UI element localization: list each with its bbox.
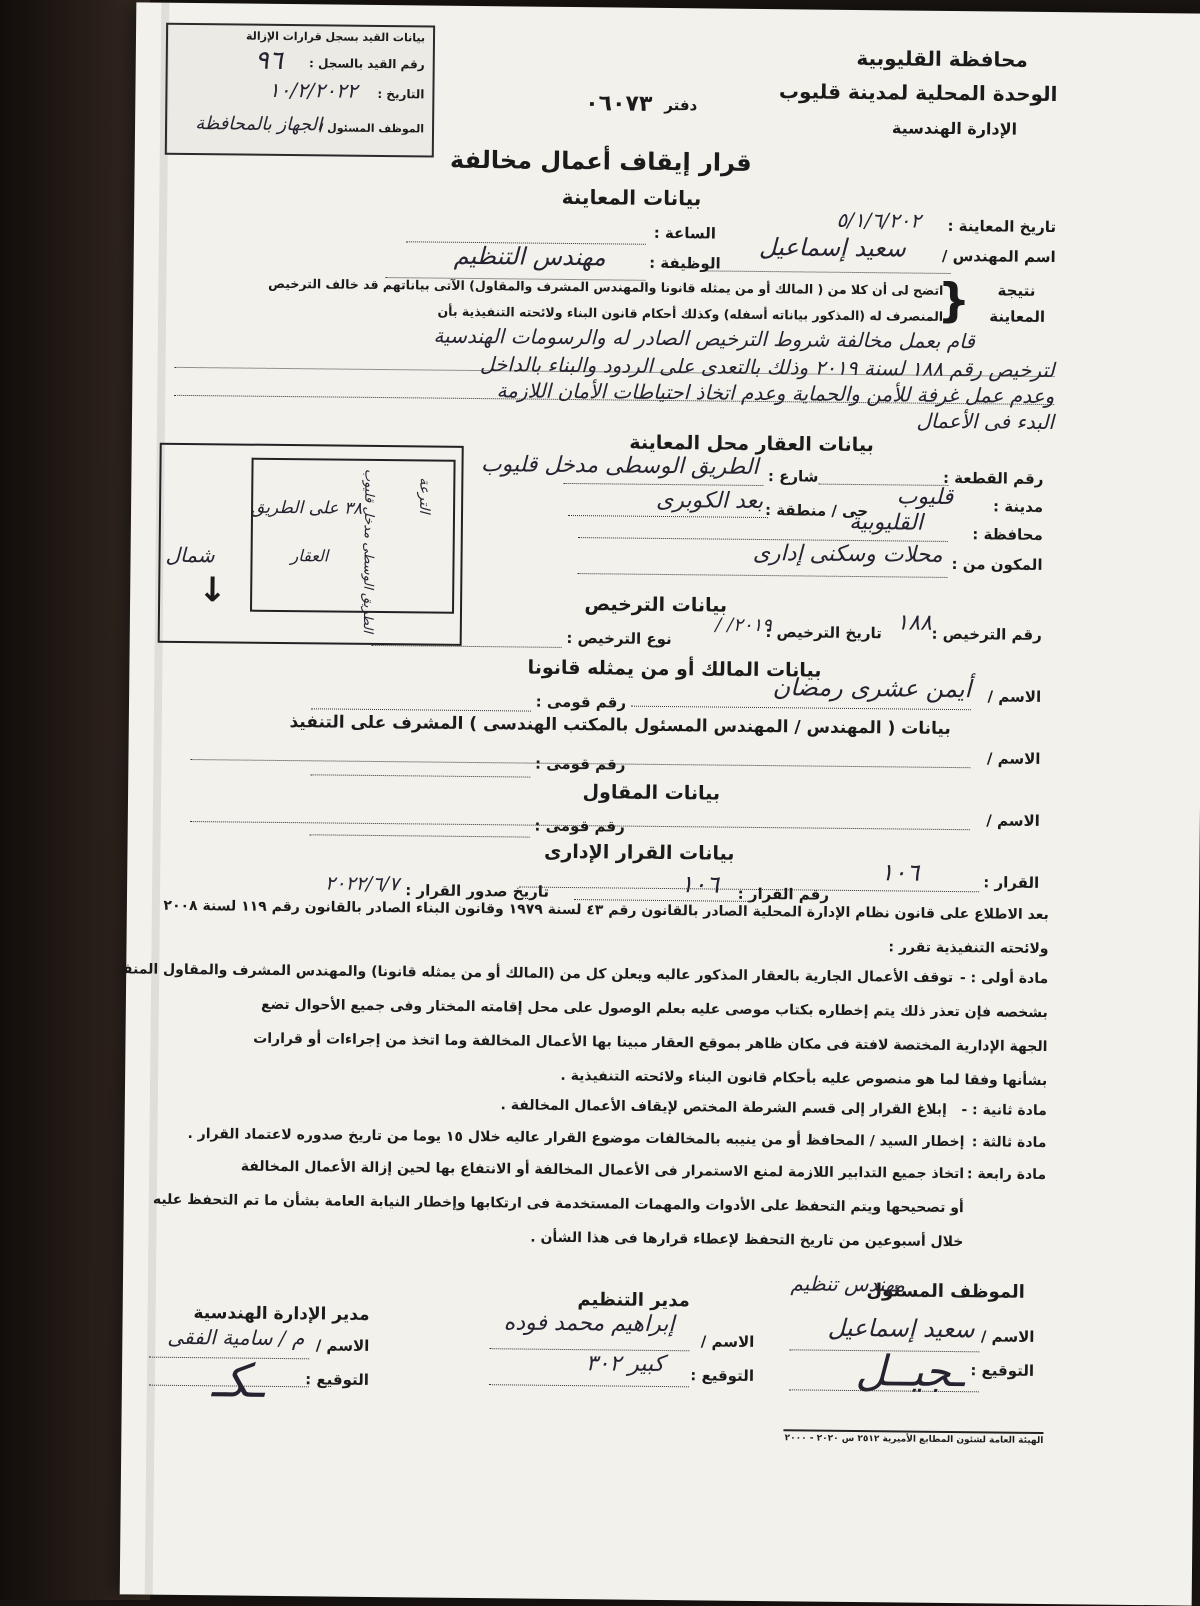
printer-imprint: الهيئة العامة لشئون المطابع الأميرية ٢٥١٢ س ٢٠٢٠ - ٢٠٠٠ [784,1433,1044,1447]
site-sketch [158,443,464,646]
officer-sign-label: التوقيع : [970,1361,1035,1380]
owner-id-label: رقم قومى : [535,692,627,712]
article-1-line-3: الجهة الإدارية المختصة لافتة فى مكان ظاهر بموقع العقار مبينا بها الأعمال المخالفة وما اتخذ من إجراءات أو قرارات [253,1030,1048,1056]
decision-value: ١٠٦ [880,858,920,887]
sketch-north-label: شمال [165,542,215,568]
engineer-label: اسم المهندس / [941,246,1056,267]
license-date-value: ٢٠١٩/ / [715,614,772,637]
sketch-note-1: ٣٨ على الطريق [250,497,363,519]
eng-name-value: م / سامية الفقى [167,1324,305,1351]
result-text-1: اتضح لى أن كلا من ( المالك أو من يمثله قانونا والمهندس المشرف والمقاول) الآتى بياناتهم قد خالف الترخيص [268,275,944,298]
governorate-name: محافظة القليوبية [856,45,1028,72]
violation-line-3: وعدم عمل غرفة للأمن والحماية وعدم اتخاذ احتياطات الأمان اللازمة [496,378,1055,409]
composed-line [577,573,947,578]
owner-name-label: الاسم / [987,687,1042,706]
street-label: شارع : [767,467,819,486]
plot-label: رقم القطعة : [942,468,1044,488]
article-4-line-3: خلال أسبوعين من تاريخ التحفظ لإعطاء قرارها فى هذا الشأن . [530,1229,964,1251]
license-type-label: نوع الترخيص : [566,628,672,649]
article-1-line-1: توقف الأعمال الجارية بالعقار المذكور عاليه ويعلن كل من (المالك أو من يمثله قانونا) والمهندس المشرف والمقاول المنفذ [114,961,954,987]
eng-sign-label: التوقيع : [305,1370,370,1389]
decision-label: القرار : [983,873,1040,892]
street-line [563,483,763,486]
result-text-2: المنصرف له (المذكور بياناته أسفله) وكذلك أحكام قانون البناء ولائحته التنفيذية بأن [437,303,944,324]
planning-name-value: إبراهيم محمد فوده [503,1310,675,1338]
property-title: بيانات العقار محل المعاينة [629,431,874,457]
composed-label: المكون من : [951,554,1043,574]
license-type-line [372,645,562,648]
job-label: الوظيفة : [649,253,721,273]
engineer-sup-id-line [310,774,530,777]
planning-name-label: الاسم / [700,1332,755,1351]
article-1-line-2: بشخصه فإن تعذر ذلك يتم إخطاره بكتاب موصى عليه بعلم الوصول على محل إقامته المختار وفى جميع الأحوال تضع [260,996,1048,1022]
decision-title: بيانات القرار الإدارى [543,840,735,865]
article-1-title: مادة أولى : - [959,970,1049,988]
engineer-sup-title: بيانات ( المهندس / المهندس المسئول بالمكتب الهندسى ) المشرف على التنفيذ [289,712,951,739]
decision-date-value: ٢٠٢٢/٦/٧ [324,872,400,896]
local-unit-name: الوحدة المحلية لمدينة قليوب [778,79,1058,107]
officer-signature: ـجيــل [855,1346,965,1397]
hour-label: الساعة : [653,223,717,243]
engineer-value: سعيد إسماعيل [758,232,906,263]
eng-name-label: الاسم / [315,1336,370,1355]
registry-date-label: التاريخ : [377,86,425,102]
registry-entry-value: ٩٦ [254,45,283,76]
officer-title: الموظف المسئول [866,1280,1026,1303]
owner-id-line [311,708,531,711]
document-page [114,2,1200,1605]
violation-line-2: لترخيص رقم ١٨٨ لسنة ٢٠١٩ وذلك بالتعدى على الردود والبناء بالداخل [479,352,1055,383]
city-label: مدينة : [993,497,1044,516]
officer-note: مهندس تنظيم [790,1271,906,1297]
article-4-line-2: أو تصحيحها ويتم التحفظ على الأدوات والمهمات المستخدمة فى ارتكابها وإخطار النيابة العامة بشأن ما تم التحفظ عليه [152,1191,964,1217]
inspection-date-value: ٥/١/٦/٢٠٢ [836,207,922,233]
registry-box [165,23,435,158]
job-value: مهندس التنظيم [453,241,606,272]
register-label: دفتر [664,95,698,115]
officer-name-value: سعيد إسماعيل [827,1313,975,1344]
contractor-id-label: رقم قومى : [534,816,625,836]
result-label-2: المعاينة [989,307,1046,326]
register-number: ٠٦٠٧٣ [585,91,653,117]
contractor-name-label: الاسم / [986,811,1040,830]
department-name: الإدارة الهندسية [891,118,1018,139]
area-value: بعد الكوبرى [655,487,764,515]
registry-entry-label: رقم القيد بالسجل : [308,56,425,72]
owner-name-value: أيمن عشرى رمضان [772,673,972,704]
result-bracket: { [937,272,971,328]
owner-title: بيانات المالك أو من يمثله قانونا [527,656,822,682]
planning-sign-label: التوقيع : [690,1366,755,1385]
engineer-sup-id-label: رقم قومى : [534,754,626,774]
area-label: حى / منطقة : [764,501,869,521]
engineer-line [701,270,951,274]
article-2-text: إبلاغ القرار إلى قسم الشرطة المختص لإيقاف الأعمال المخالفة . [500,1097,947,1118]
license-title: بيانات الترخيص [584,593,728,617]
street-value: الطريق الوسطى مدخل قليوب [480,452,759,480]
sketch-note-2: الطريق الوسطى مدخل قليوب [359,468,377,633]
decision-number-value: ١٠٦ [680,870,720,899]
license-number-label: رقم الترخيص : [931,624,1042,644]
result-label-1: نتيجة [997,281,1036,300]
article-1-line-4: بشأنها وفقا لما هو منصوص عليه بأحكام قانون البناء ولائحته التنفيذية . [560,1067,1048,1090]
violation-line-4: البدء فى الأعمال [916,408,1055,435]
planning-title: مدير التنظيم [577,1289,690,1312]
sketch-note-3: العقار [290,546,329,566]
registry-officer-value: الجهاز بالمحافظة [195,113,323,136]
engineer-sup-name-label: الاسم / [986,749,1041,768]
inspection-title: بيانات المعاينة [561,184,702,211]
eng-signature: ـكـ [211,1353,265,1408]
license-number-value: ١٨٨ [896,610,933,636]
north-arrow-icon: ↓ [198,570,227,611]
preamble-decision: ولائحته التنفيذية تقرر : [888,939,1049,958]
sketch-note-4: الترعة [416,477,433,514]
inspection-date-label: تاريخ المعاينة : [947,216,1057,237]
decision-number-label: رقم القرار : [737,884,830,904]
governorate-label: محافظة : [972,525,1043,544]
governorate-value: القليوبية [849,509,924,536]
officer-name-label: الاسم / [980,1327,1035,1346]
license-date-label: تاريخ الترخيص : [765,623,882,643]
article-4-line-1: اتخاذ جميع التدابير اللازمة لمنع الاستمرار فى الأعمال المخالفة أو الانتفاع بها لحين إزالة الأعمال المخالفة [240,1158,965,1183]
violation-line-1: قام بعمل مخالفة شروط الترخيص الصادر له والرسومات الهندسية [433,323,975,354]
planning-sign-line [489,1384,689,1387]
planning-sign-value: كبير ٣٠٢ [585,1351,665,1378]
contractor-title: بيانات المقاول [582,781,721,805]
composed-value: محلات وسكنى إدارى [752,540,943,568]
article-2-title: مادة ثانية : - [961,1102,1047,1120]
owner-name-line [631,706,971,711]
decision-date-label: تاريخ صدور القرار : [405,881,550,901]
preamble: بعد الاطلاع على قانون نظام الإدارة المحلية الصادر بالقانون رقم ٤٣ لسنة ١٩٧٩ وقانون البناء الصادر بالقانون رقم ١١٩ لسنة ٢٠٠٨ [163,897,1049,924]
area-line [568,515,768,518]
article-3-text: إخطار السيد / المحافظ أو من ينيبه بالمخالفات موضوع القرار عاليه خلال ١٥ يوما من تاريخ صدوره لاعتماد القرار . [187,1126,965,1151]
city-value: قليوب [896,484,954,511]
registry-officer-label: الموظف المسئول / [319,121,425,136]
registry-date-value: ١٠/٢/٢٠٢٢ [268,77,358,103]
contractor-id-line [310,834,530,837]
registry-title: بيانات القيد بسجل قرارات الإزالة [245,29,426,45]
eng-dept-title: مدير الإدارة الهندسية [193,1303,370,1325]
article-4-title: مادة رابعة : [966,1166,1047,1184]
article-3-title: مادة ثالثة : [971,1134,1047,1152]
document-title: قرار إيقاف أعمال مخالفة [449,145,752,177]
